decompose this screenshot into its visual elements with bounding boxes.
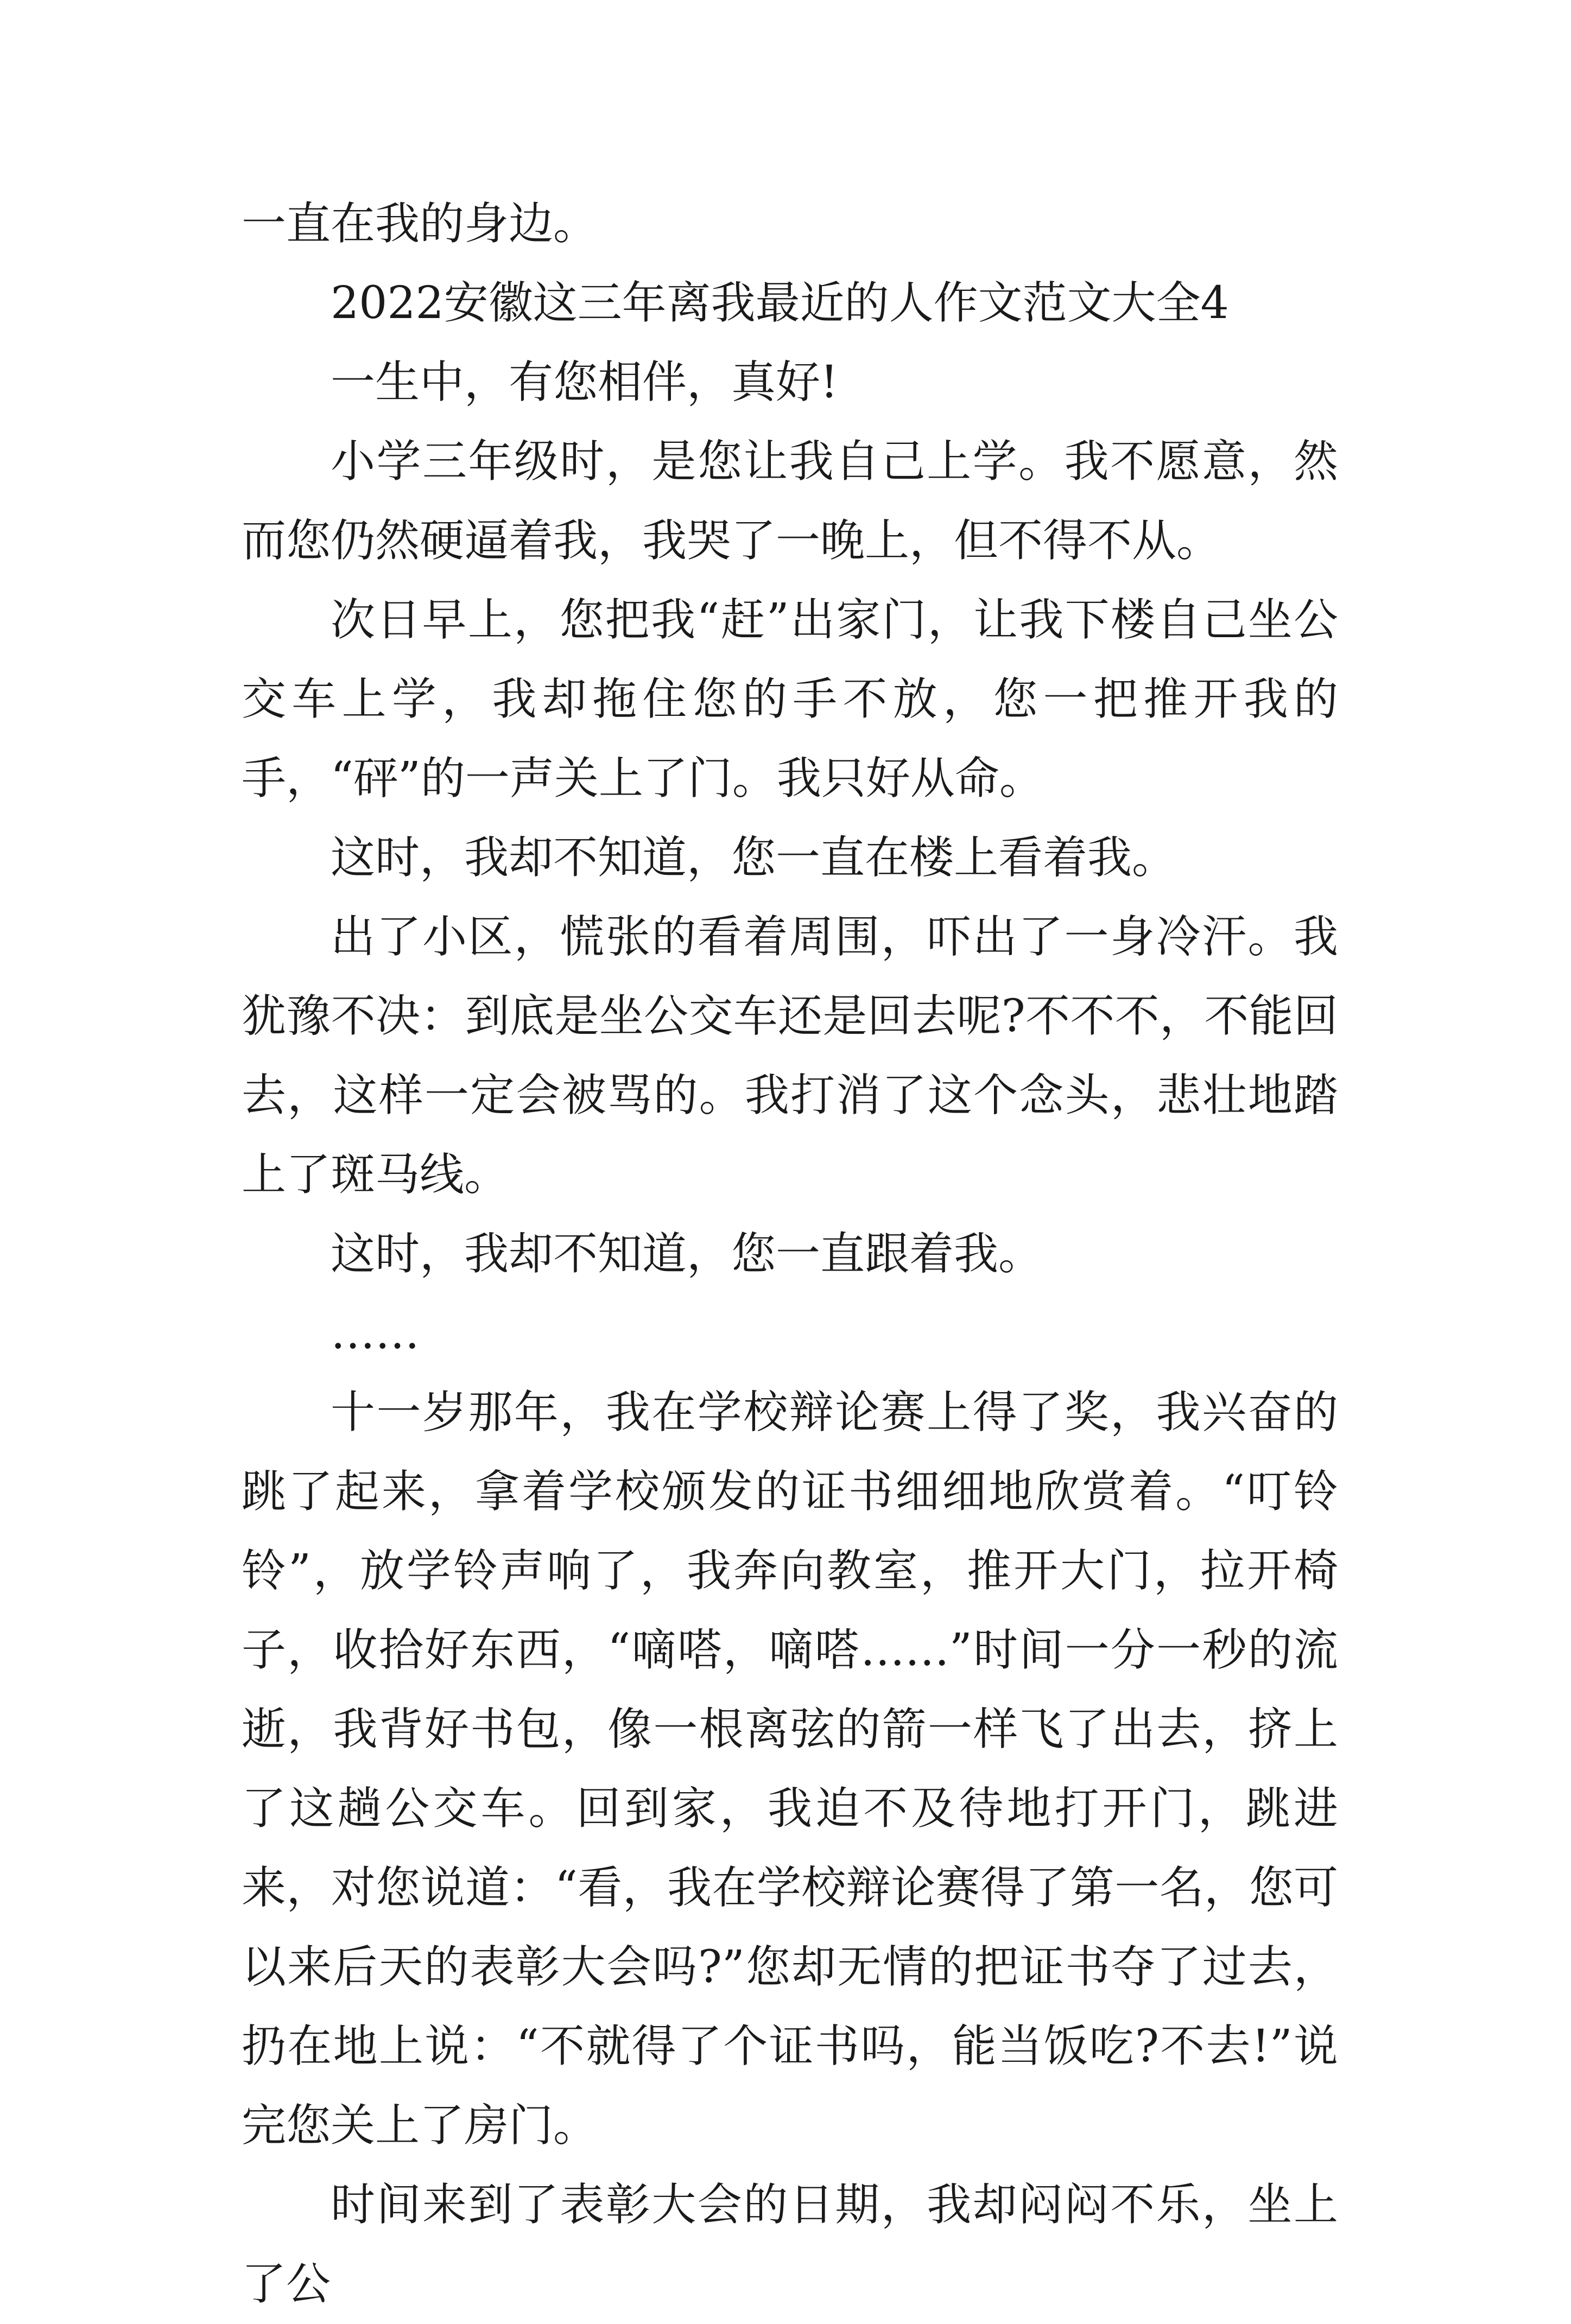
paragraph: 出了小区，慌张的看着周围，吓出了一身冷汗。我犹豫不决：到底是坐公交车还是回去呢?不不不，不能回去，这样一定会被骂的。我打消了这个念头，悲壮地踏上了斑马线。 bbox=[242, 911, 1338, 1201]
ellipsis-paragraph: …… bbox=[331, 1307, 420, 1359]
paragraph: 这时，我却不知道，您一直在楼上看着我。 bbox=[331, 832, 1177, 884]
section-heading: 2022安徽这三年离我最近的人作文范文大全4 bbox=[331, 277, 1229, 329]
paragraph: 一生中，有您相伴，真好! bbox=[331, 357, 838, 408]
paragraph: 次日早上，您把我“赶”出家门，让我下楼自己坐公交车上学，我却拖住您的手不放，您一把推开我的手，“砰”的一声关上了门。我只好从命。 bbox=[242, 594, 1338, 804]
paragraph: 这时，我却不知道，您一直跟着我。 bbox=[331, 1228, 1043, 1280]
document-body bbox=[242, 185, 1338, 2324]
paragraph: 一直在我的身边。 bbox=[242, 198, 598, 250]
paragraph: 小学三年级时，是您让我自己上学。我不愿意，然而您仍然硬逼着我，我哭了一晚上，但不得不从。 bbox=[242, 436, 1338, 567]
paragraph: 十一岁那年，我在学校辩论赛上得了奖，我兴奋的跳了起来，拿着学校颁发的证书细细地欣赏着。“叮铃铃”，放学铃声响了，我奔向教室，推开大门，拉开椅子，收拾好东西，“嘀嗒，嘀嗒……”时间一分一秒的流逝，我背好书包，像一根离弦的箭一样飞了出去，挤上了这趟公交车。回到家，我迫不及待地打开门，跳进来，对您说道：“看，我在学校辩论赛得了第一名，您可以来后天的表彰大会吗?”您却无情的把证书夺了过去，扔在地上说：“不就得了个证书吗，能当饭吃?不去!”说完您关上了房门。 bbox=[242, 1387, 1338, 2151]
paragraph: 时间来到了表彰大会的日期，我却闷闷不乐，坐上了公 bbox=[242, 2179, 1338, 2310]
